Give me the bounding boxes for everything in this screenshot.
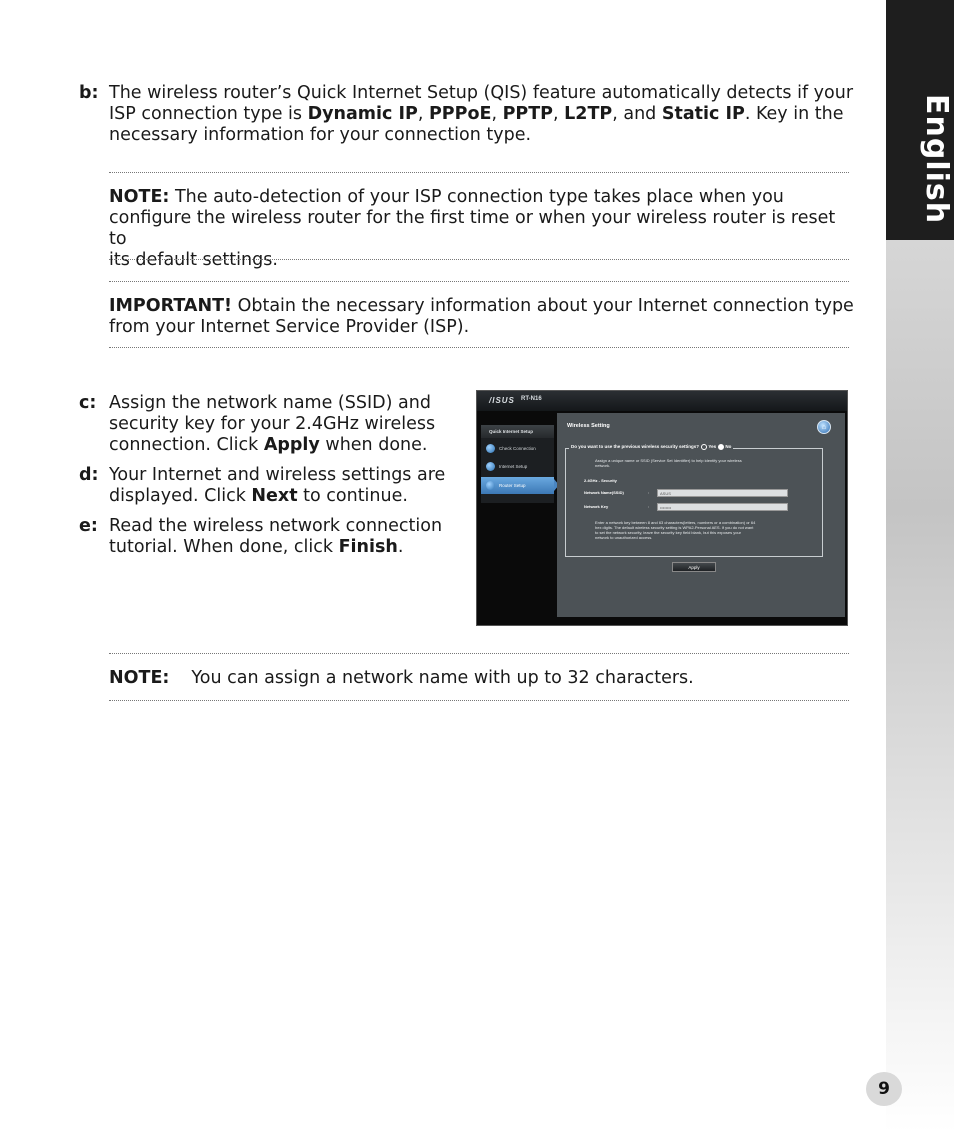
divider: [109, 700, 849, 701]
panel-title: Wireless Setting: [567, 423, 610, 429]
nav-internet-setup[interactable]: Internet Setup: [481, 458, 554, 475]
important-note: IMPORTANT! Obtain the necessary information about your Internet connection type from your Internet Service Provider (ISP).: [109, 296, 854, 337]
previous-settings-question: Do you want to use the previous wireless security settings? Yes No: [571, 444, 732, 450]
network-key-input[interactable]: ••••••••: [657, 503, 788, 511]
no-radio[interactable]: [718, 444, 724, 450]
qis-sidebar-header: Quick Internet Setup: [481, 425, 554, 438]
step-d-letter: d:: [79, 465, 99, 485]
asus-logo: /ISUS: [489, 396, 515, 405]
network-name-input[interactable]: ASUS: [657, 489, 788, 497]
nav-router-setup[interactable]: Router Setup: [481, 477, 554, 494]
language-tab-label: English: [919, 93, 954, 225]
globe-icon: [486, 444, 495, 453]
apply-button[interactable]: Apply: [672, 562, 716, 572]
step-b-letter: b:: [79, 83, 99, 103]
page-number: 9: [866, 1072, 902, 1106]
divider: [109, 281, 849, 282]
yes-radio[interactable]: [701, 444, 707, 450]
router-setup-screenshot: /ISUS RT-N16 Quick Internet Setup Check Connection Internet Setup Router Setup Wireless Setting ⌂ Do you want to use the previous wireless security settings? Yes No Assign a unique name or SSID (Service Set Identifier) to help identify your wireless network. 2.4GHz - Security Network Name(SSID) : ASUS Network Key : •••••••• Enter a network key between 8 and 63 characters(letters, numbers or a combination) or 64 hex digits. The default wireless security setting is WPA2-Personal AES. If you do not want to set the network security, leave the security key field blank, but this exposes your network to unauthorized access. Apply: [476, 390, 848, 626]
band-heading: 2.4GHz - Security: [584, 478, 617, 483]
note-auto-detection: NOTE: The auto-detection of your ISP connection type takes place when you configure the wireless router for the first time or when your wireless router is reset to its default settings.: [109, 187, 836, 270]
step-b-line2: ISP connection type is Dynamic IP, PPPoE, PPTP, L2TP, and Static IP. Key in the: [109, 104, 844, 124]
ssid-help-text: Assign a unique name or SSID (Service Set Identifier) to help identify your wireless network.: [595, 458, 742, 468]
step-b-line3: necessary information for your connection type.: [109, 125, 532, 145]
network-key-help-text: Enter a network key between 8 and 63 characters(letters, numbers or a combination) or 64 hex digits. The default wireless security setting is WPA2-Personal AES. If you do not want to set the network security, leave the security key field blank, but this exposes your network to unauthorized access.: [595, 520, 756, 540]
network-key-label: Network Key: [584, 504, 609, 509]
home-icon[interactable]: ⌂: [817, 420, 831, 434]
nav-check-connection[interactable]: Check Connection: [481, 440, 554, 457]
note-network-name: NOTE: You can assign a network name with up to 32 characters.: [109, 668, 694, 688]
globe-icon: [486, 481, 495, 490]
divider: [109, 259, 849, 260]
step-b-line1: The wireless router’s Quick Internet Setup (QIS) feature automatically detects if your: [109, 83, 854, 103]
router-model: RT-N16: [521, 396, 542, 402]
network-name-label: Network Name(SSID): [584, 490, 624, 495]
divider: [109, 653, 849, 654]
divider: [109, 347, 849, 348]
step-e-letter: e:: [79, 516, 98, 536]
step-c-letter: c:: [79, 393, 97, 413]
globe-icon: [486, 462, 495, 471]
divider: [109, 172, 849, 173]
